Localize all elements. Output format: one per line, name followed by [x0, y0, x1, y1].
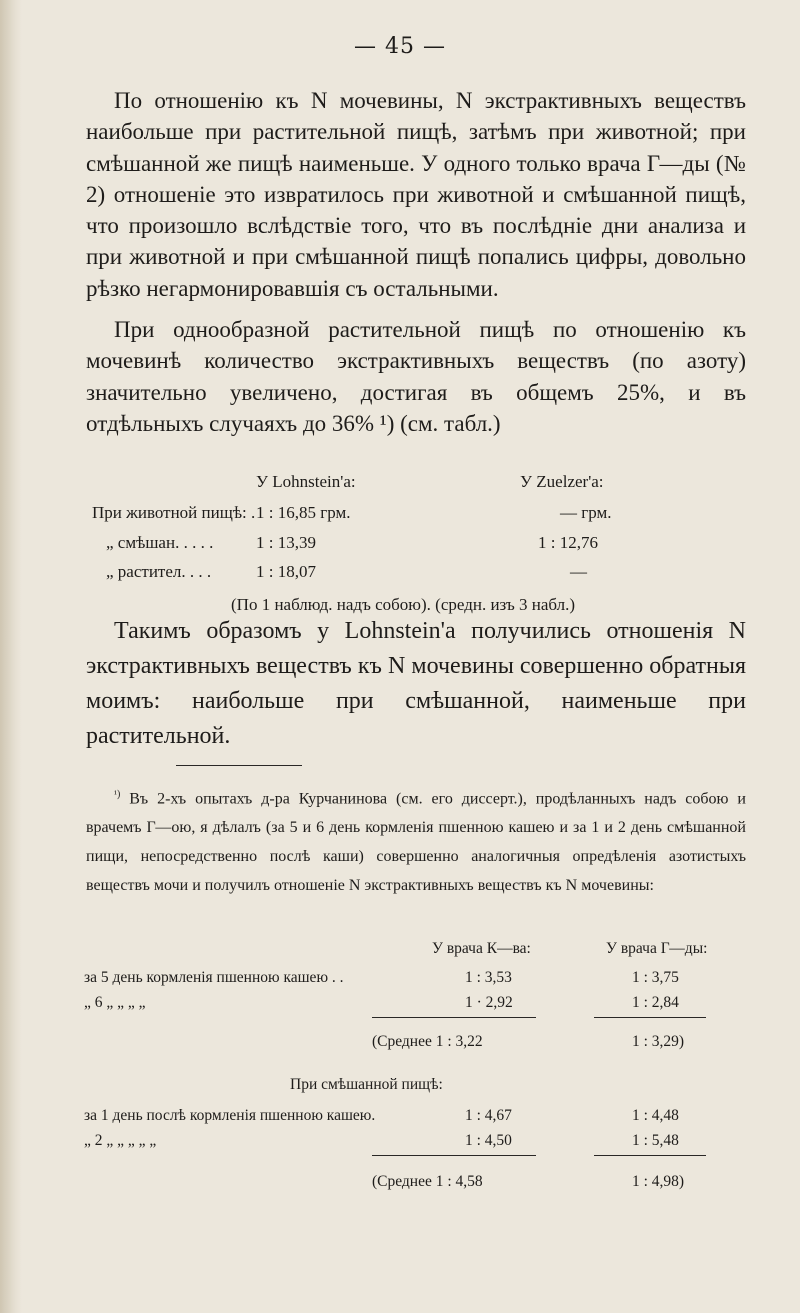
table2-row-value: 1 : 4,50	[465, 1132, 512, 1149]
table1-row-value: 1 : 13,39	[256, 533, 316, 552]
paragraph-3-text: Такимъ образомъ у Lohnstein'а получились отношенія N экстрактивныхъ веществъ къ N мочевины совершенно обратныя моимъ: наибольше при смѣшанной, наименьше при растительной.	[86, 618, 746, 749]
table2-row-value: 1 : 4,48	[632, 1107, 679, 1124]
paragraph-1	[86, 85, 746, 304]
sum-rule	[372, 1017, 536, 1018]
sum-rule	[372, 1155, 536, 1156]
sum-rule	[594, 1017, 706, 1018]
page-number: — 45 —	[354, 34, 446, 59]
table2-mean: 1 : 4,98)	[632, 1173, 685, 1190]
footnote-separator	[176, 765, 302, 766]
paragraph-2	[86, 314, 746, 439]
footnote-text	[86, 780, 746, 900]
table2-row-value: 1 : 2,84	[632, 994, 679, 1011]
sum-rule	[594, 1155, 706, 1156]
table2-row-value: 1 · 2,92	[465, 994, 513, 1011]
table1-row-value: 1 : 12,76	[538, 533, 598, 552]
table1-row-value: 1 : 16,85 грм.	[256, 503, 351, 522]
paragraph-2-text	[86, 314, 746, 439]
table1-header-lohnstein: У Lohnstein'а:	[256, 472, 356, 491]
table1-row-value: —	[570, 562, 587, 581]
table1-row-value: 1 : 18,07	[256, 562, 316, 581]
table2-header-g: У врача Г—ды:	[606, 940, 708, 957]
table1-row-value: — грм.	[560, 503, 612, 522]
paragraph-2-text-main: При однообразной растительной пищѣ по отношенію къ мочевинѣ количество экстрактивныхъ веществъ (по азоту) значительно увеличено, достигая въ общемъ 25%, и въ отдѣльныхъ случаяхъ до 36% ¹) (см. табл.)	[86, 317, 746, 436]
table2-row-label: „ 2 „ „ „ „ „	[84, 1132, 157, 1149]
table2-row-label: за 5 день кормленія пшенною кашею . .	[84, 969, 344, 986]
table2-row-label: за 1 день послѣ кормленія пшенною кашею.	[84, 1107, 376, 1124]
footnote-mark: ¹)	[114, 789, 121, 800]
table2-header-k: У врача К—ва:	[432, 940, 531, 957]
table2-mean: (Среднее 1 : 4,58	[372, 1173, 483, 1190]
table2-row-label: „ 6 „ „ „ „	[84, 994, 146, 1011]
page-edge-shadow	[0, 0, 22, 1313]
table1-row-label: При животной пищѣ: .	[92, 503, 256, 522]
paragraph-1-text: По отношенію къ N мочевины, N экстрактивныхъ веществъ наибольше при растительной пищѣ, затѣмъ при животной; при смѣшанной же пищѣ наименьше. У одного только врача Г—ды (№ 2) отношеніе это извратилось при животной и смѣшанной пищѣ, что произошло вслѣдствіе того, что въ послѣдніе дни анализа и при животной и при смѣшанной пищѣ попались цифры, довольно рѣзко негармонировавшія съ остальными.	[86, 88, 746, 301]
paragraph-3	[86, 614, 746, 754]
table1-header-zuelzer: У Zuelzer'а:	[520, 472, 604, 491]
table2-row-value: 1 : 3,53	[465, 969, 512, 986]
table2-mean: 1 : 3,29)	[632, 1033, 685, 1050]
table2-subheading: При смѣшанной пищѣ:	[290, 1076, 443, 1093]
table1-row-label: „ смѣшан. . . . .	[106, 533, 214, 552]
table1-row-label: „ растител. . . .	[106, 562, 212, 581]
footnote-body: Въ 2-хъ опытахъ д-ра Курчанинова (см. его диссерт.), продѣланныхъ надъ собою и врачемъ Г—ою, я дѣлалъ (за 5 и 6 день кормленія пшенною кашею и за 1 и 2 день смѣшанной пищи, непосредственно послѣ каши) совершенно аналогичныя опредѣленія азотистыхъ веществъ мочи и получилъ отношеніе N экстрактивныхъ веществъ къ N мочевины:	[86, 790, 746, 895]
table1-note: (По 1 наблюд. надъ собою). (средн. изъ 3 набл.)	[231, 595, 576, 614]
table2-row-value: 1 : 5,48	[632, 1132, 679, 1149]
table2-row-value: 1 : 3,75	[632, 969, 679, 986]
table2-row-value: 1 : 4,67	[465, 1107, 512, 1124]
table2-mean: (Среднее 1 : 3,22	[372, 1033, 483, 1050]
footnote	[86, 780, 746, 900]
